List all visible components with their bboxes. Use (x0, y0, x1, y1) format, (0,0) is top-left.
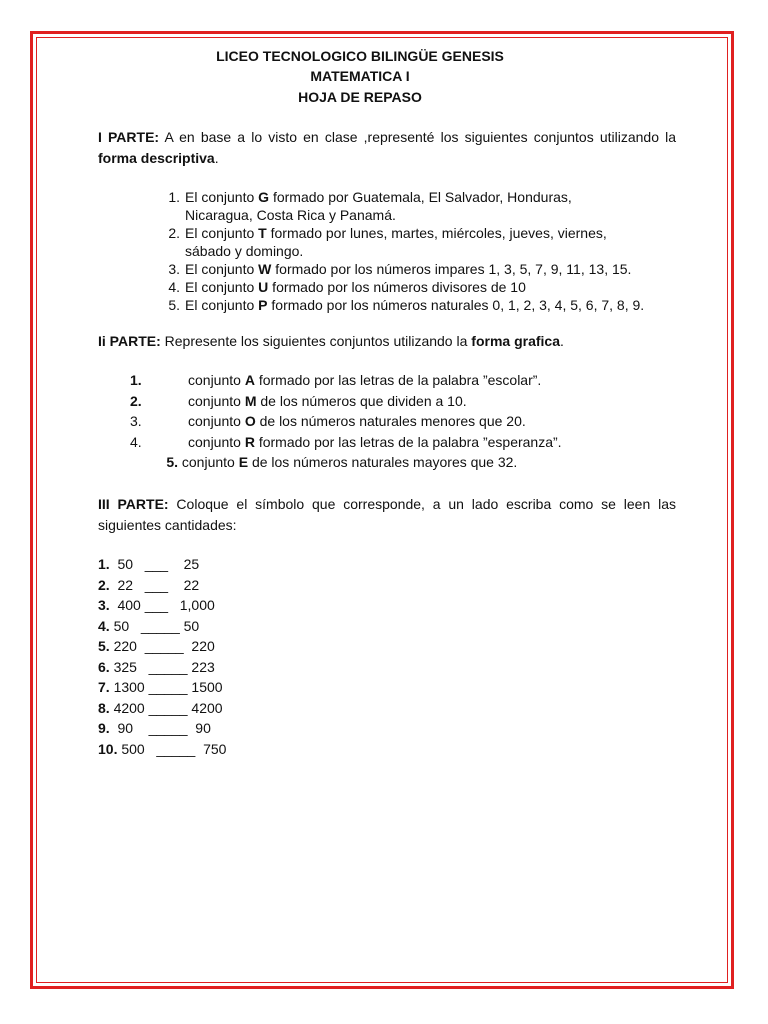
part2-label: Ii PARTE: (98, 333, 161, 349)
item-text: 500 _____ 750 (117, 740, 227, 757)
list-item (98, 597, 215, 613)
list-item (120, 454, 517, 470)
item-text: conjunto (181, 454, 239, 470)
part3-text: Coloque el símbolo que corresponde, a un lado escriba como se leen las siguientes cantidades: (98, 496, 676, 533)
item-text: 220 _____ 220 (109, 638, 215, 654)
item-text: 325 _____ 223 (109, 658, 215, 675)
list-number: 8. (98, 699, 110, 716)
list-item (98, 700, 223, 716)
item-text: de los números que dividen a 10. (256, 393, 467, 409)
set-letter: G (258, 189, 270, 205)
list-number: 5. (168, 297, 180, 313)
set-letter: P (258, 297, 268, 313)
part1-bold-term: forma descriptiva (98, 150, 215, 166)
part1-instructions (98, 127, 676, 169)
list-item (120, 434, 562, 450)
set-letter: E (238, 454, 249, 470)
list-number: 10. (98, 740, 118, 757)
item-text: formado por Guatemala, El Salvador, Honduras, (269, 189, 572, 205)
item-text: de los números naturales mayores que 32. (248, 454, 518, 470)
item-text: 50 ___ 25 (109, 556, 200, 572)
list-number: 5. (98, 638, 110, 654)
list-number: 1. (168, 189, 180, 205)
sheet-title: HOJA DE REPASO (298, 89, 422, 105)
item-text: formado por las letras de la palabra ”esperanza”. (254, 434, 562, 450)
item-text: formado por las letras de la palabra ”escolar”. (254, 372, 542, 388)
list-item (98, 618, 199, 634)
item-text-cont: Nicaragua, Costa Rica y Panamá. (185, 207, 396, 223)
list-item (98, 577, 199, 593)
part1-text-b: . (214, 150, 219, 166)
list-number: 9. (98, 720, 110, 736)
list-item (150, 278, 690, 296)
item-text: 22 ___ 22 (109, 576, 200, 593)
part2-text-a: Represente los siguientes conjuntos utilizando la (160, 333, 472, 349)
set-letter: W (258, 261, 272, 277)
part2-text-b: . (559, 333, 564, 349)
item-text: 4200 _____ 4200 (109, 699, 223, 716)
list-number: 3. (98, 597, 110, 613)
list-item (98, 720, 211, 736)
item-text: 400 ___ 1,000 (109, 597, 215, 613)
item-text: El conjunto (185, 225, 259, 241)
list-item (150, 188, 690, 224)
set-letter: T (258, 225, 267, 241)
item-text: formado por lunes, martes, miércoles, jueves, viernes, (266, 225, 607, 241)
set-letter: A (244, 372, 255, 388)
set-letter: R (244, 434, 255, 450)
part1-list (150, 188, 690, 314)
list-number: 4. (168, 279, 180, 295)
school-name: LICEO TECNOLOGICO BILINGÜE GENESIS (216, 48, 504, 64)
part2-bold-term: forma grafica (471, 333, 560, 349)
item-text: El conjunto (185, 261, 259, 277)
list-number: 4. (98, 617, 110, 634)
item-text: El conjunto (185, 279, 259, 295)
list-number: 3. (130, 413, 142, 429)
list-item (98, 556, 199, 572)
list-item (120, 372, 541, 388)
item-text: conjunto (188, 372, 245, 388)
item-text: conjunto (188, 393, 245, 409)
item-text: conjunto (188, 413, 245, 429)
list-item (120, 413, 526, 429)
list-item (150, 260, 690, 278)
list-number: 2. (168, 225, 180, 241)
part3-label: III PARTE: (98, 496, 169, 512)
item-text: formado por los números divisores de 10 (268, 279, 526, 295)
item-text: 1300 _____ 1500 (109, 679, 223, 695)
item-text: formado por los números impares 1, 3, 5, 7, 9, 11, 13, 15. (271, 261, 632, 277)
item-text: conjunto (188, 434, 245, 450)
list-number: 1. (130, 372, 142, 388)
list-number: 2. (130, 393, 142, 409)
set-letter: U (258, 279, 269, 295)
subject-title: MATEMATICA I (310, 68, 410, 84)
list-number: 6. (98, 658, 110, 675)
list-number: 7. (98, 679, 110, 695)
list-number: 1. (98, 556, 110, 572)
part1-label: I PARTE: (98, 129, 160, 145)
list-item (120, 393, 467, 409)
list-item (150, 296, 690, 314)
part1-text-a: A en base a lo visto en clase ,representé los siguientes conjuntos utilizando la (159, 129, 676, 145)
set-letter: M (244, 393, 257, 409)
set-letter: O (244, 413, 256, 429)
part2-instructions (98, 331, 676, 352)
item-text: 50 _____ 50 (109, 617, 200, 634)
list-item (150, 224, 690, 260)
item-text-cont: sábado y domingo. (185, 243, 304, 259)
list-number: 4. (130, 434, 142, 450)
list-number: 3. (168, 261, 180, 277)
item-text: formado por los números naturales 0, 1, 2, 3, 4, 5, 6, 7, 8, 9. (267, 297, 645, 313)
list-number: 5. (166, 454, 178, 470)
item-text: El conjunto (185, 189, 259, 205)
list-item (98, 741, 226, 757)
list-number: 2. (98, 576, 110, 593)
item-text: de los números naturales menores que 20. (255, 413, 526, 429)
list-item (98, 638, 215, 654)
part3-instructions (98, 494, 676, 536)
list-item (98, 679, 223, 695)
item-text: El conjunto (185, 297, 259, 313)
list-item (98, 659, 215, 675)
item-text: 90 _____ 90 (109, 720, 211, 736)
